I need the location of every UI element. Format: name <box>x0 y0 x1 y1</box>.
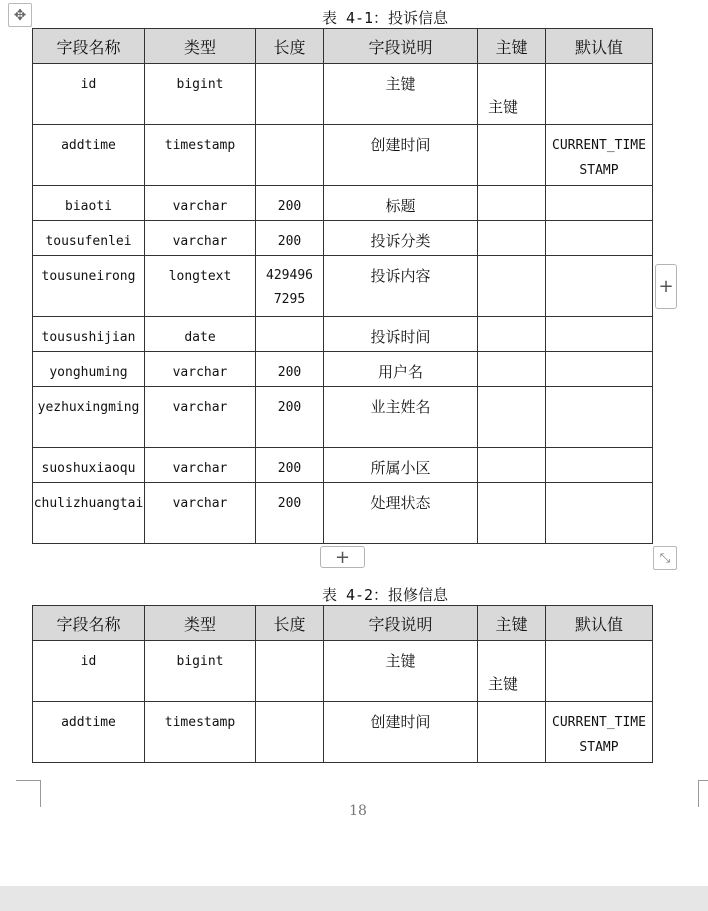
cell-default <box>546 387 653 448</box>
cell-type: varchar <box>145 448 256 483</box>
table-header-row <box>33 29 653 64</box>
cell-primary-key <box>478 387 546 448</box>
page-number: 18 <box>349 803 367 819</box>
cell-type: date <box>145 317 256 352</box>
cell-description: 所属小区 <box>324 448 478 483</box>
cell-description: 用户名 <box>324 352 478 387</box>
cell-primary-key <box>478 483 546 544</box>
header-primary-key: 主键 <box>478 606 546 641</box>
table-header-row <box>33 606 653 641</box>
cell-field-name: yezhuxingming <box>33 387 145 448</box>
table-row <box>33 125 653 186</box>
cell-description: 创建时间 <box>324 125 478 186</box>
table-resize-icon[interactable]: ⤡ <box>653 546 677 570</box>
cell-primary-key <box>478 256 546 317</box>
cell-type: bigint <box>145 641 256 702</box>
cell-description: 创建时间 <box>324 702 478 763</box>
table-row <box>33 256 653 317</box>
cell-primary-key <box>478 702 546 763</box>
page-gap-bar <box>0 886 708 911</box>
cell-default <box>546 317 653 352</box>
table-row <box>33 641 653 702</box>
cell-primary-key <box>478 125 546 186</box>
cell-field-name: tousufenlei <box>33 221 145 256</box>
header-description: 字段说明 <box>324 606 478 641</box>
cell-length: 4294967295 <box>256 256 324 317</box>
cell-length <box>256 641 324 702</box>
table1-caption: 表 4-1：投诉信息 <box>321 9 449 27</box>
cell-default <box>546 641 653 702</box>
cell-description: 主键 <box>324 64 478 125</box>
cell-type: varchar <box>145 221 256 256</box>
table-row <box>33 186 653 221</box>
table-row <box>33 448 653 483</box>
header-primary-key: 主键 <box>478 29 546 64</box>
cell-field-name: tousuneirong <box>33 256 145 317</box>
add-column-button[interactable]: + <box>655 264 677 309</box>
table2-repair-info <box>32 605 653 763</box>
cell-primary-key <box>478 221 546 256</box>
header-default: 默认值 <box>546 29 653 64</box>
cell-primary-key <box>478 448 546 483</box>
header-type: 类型 <box>145 606 256 641</box>
cell-type: varchar <box>145 387 256 448</box>
cell-field-name: addtime <box>33 702 145 763</box>
cell-description: 投诉时间 <box>324 317 478 352</box>
cell-field-name: chulizhuangtai <box>33 483 145 544</box>
cell-field-name: yonghuming <box>33 352 145 387</box>
header-length: 长度 <box>256 29 324 64</box>
table-row <box>33 483 653 544</box>
cell-primary-key <box>478 186 546 221</box>
cell-default: CURRENT_TIMESTAMP <box>546 702 653 763</box>
table-move-icon[interactable]: ✥ <box>8 3 32 27</box>
cell-primary-key <box>478 352 546 387</box>
header-type: 类型 <box>145 29 256 64</box>
header-field-name: 字段名称 <box>33 606 145 641</box>
cell-description: 标题 <box>324 186 478 221</box>
cell-field-name: suoshuxiaoqu <box>33 448 145 483</box>
cell-length: 200 <box>256 221 324 256</box>
cell-length: 200 <box>256 448 324 483</box>
cell-default: CURRENT_TIMESTAMP <box>546 125 653 186</box>
cell-description: 投诉内容 <box>324 256 478 317</box>
cell-field-name: tousushijian <box>33 317 145 352</box>
cell-default <box>546 186 653 221</box>
cell-length: 200 <box>256 387 324 448</box>
cell-length: 200 <box>256 483 324 544</box>
header-length: 长度 <box>256 606 324 641</box>
cell-primary-key: 主键 <box>478 641 546 702</box>
table-row <box>33 352 653 387</box>
cell-type: longtext <box>145 256 256 317</box>
cell-primary-key <box>478 317 546 352</box>
cell-length <box>256 64 324 125</box>
add-row-button[interactable]: + <box>320 546 365 568</box>
cell-type: varchar <box>145 483 256 544</box>
cell-field-name: addtime <box>33 125 145 186</box>
cell-default <box>546 448 653 483</box>
cell-default <box>546 256 653 317</box>
cell-type: timestamp <box>145 702 256 763</box>
cell-field-name: biaoti <box>33 186 145 221</box>
cell-description: 处理状态 <box>324 483 478 544</box>
table-row <box>33 387 653 448</box>
cell-description: 业主姓名 <box>324 387 478 448</box>
cell-type: varchar <box>145 186 256 221</box>
table2-caption: 表 4-2：报修信息 <box>321 586 449 604</box>
table1-complaint-info <box>32 28 653 544</box>
cell-default <box>546 64 653 125</box>
header-default: 默认值 <box>546 606 653 641</box>
cell-description: 主键 <box>324 641 478 702</box>
cell-default <box>546 483 653 544</box>
header-field-name: 字段名称 <box>33 29 145 64</box>
cell-default <box>546 221 653 256</box>
cell-length: 200 <box>256 186 324 221</box>
cell-length <box>256 317 324 352</box>
table-row <box>33 702 653 763</box>
table-row <box>33 64 653 125</box>
cell-default <box>546 352 653 387</box>
cell-length: 200 <box>256 352 324 387</box>
cell-field-name: id <box>33 641 145 702</box>
cell-primary-key: 主键 <box>478 64 546 125</box>
cell-field-name: id <box>33 64 145 125</box>
table-row <box>33 317 653 352</box>
cell-type: timestamp <box>145 125 256 186</box>
cell-type: varchar <box>145 352 256 387</box>
table-row <box>33 221 653 256</box>
cell-type: bigint <box>145 64 256 125</box>
header-description: 字段说明 <box>324 29 478 64</box>
cell-length <box>256 702 324 763</box>
cell-description: 投诉分类 <box>324 221 478 256</box>
cell-length <box>256 125 324 186</box>
